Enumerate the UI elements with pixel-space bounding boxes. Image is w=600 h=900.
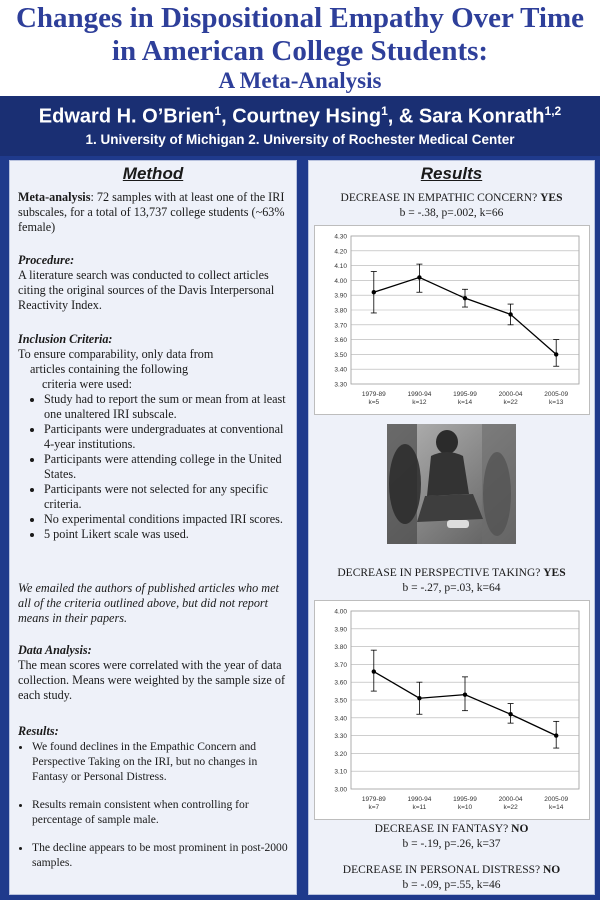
author-separator: , bbox=[221, 105, 233, 128]
author-name: Edward H. O’Brien bbox=[38, 105, 215, 128]
affiliations: 1. University of Michigan 2. University of Rochester Medical Center bbox=[85, 132, 515, 147]
x-tick-sublabel: k=5 bbox=[368, 399, 380, 406]
y-tick-label: 3.30 bbox=[334, 381, 347, 389]
x-tick-label: 2005-09 bbox=[544, 391, 569, 398]
data-point bbox=[554, 352, 558, 356]
students-photo-image bbox=[387, 424, 516, 544]
data-point bbox=[417, 275, 421, 279]
data-analysis-heading: Data Analysis: bbox=[18, 643, 92, 657]
y-tick-label: 4.00 bbox=[334, 277, 347, 285]
personal-distress-question: DECREASE IN PERSONAL DISTRESS? bbox=[342, 864, 543, 876]
list-item: • Participants were undergraduates at conventional 4-year institutions. bbox=[44, 422, 294, 452]
x-tick-label: 1995-99 bbox=[453, 391, 477, 398]
procedure-text: A literature search was conducted to collect articles citing the original sources of the Davis Interpersonal Reactivity Index. bbox=[18, 268, 275, 312]
data-point bbox=[508, 312, 512, 316]
list-item: • Study had to report the sum or mean from at least one unaltered IRI subscale. bbox=[44, 392, 294, 422]
author-affiliation-marker: 1 bbox=[381, 104, 388, 118]
method-title: Method bbox=[122, 164, 184, 183]
x-tick-sublabel: k=22 bbox=[503, 399, 518, 406]
fantasy-answer: NO bbox=[511, 823, 529, 835]
author-name: Sara Konrath bbox=[418, 105, 545, 128]
list-item: • We found declines in the Empathic Concern and Perspective Taking on the IRI, but no changes in Fantasy or Personal Distress. bbox=[32, 739, 294, 784]
x-tick-sublabel: k=12 bbox=[412, 399, 427, 406]
author-list bbox=[0, 98, 600, 130]
perspective-taking-question: DECREASE IN PERSPECTIVE TAKING? bbox=[337, 567, 544, 579]
data-analysis-section bbox=[18, 643, 294, 703]
results-summary-heading: Results: bbox=[18, 724, 59, 738]
results-title: Results bbox=[420, 164, 483, 183]
list-item: • No experimental conditions impacted IRI scores. bbox=[44, 512, 294, 527]
y-tick-label: 3.70 bbox=[334, 322, 347, 330]
y-tick-label: 3.90 bbox=[334, 292, 347, 300]
empathic-concern-heading bbox=[309, 191, 594, 205]
emailed-note: We emailed the authors of published articles who met all of the criteria outlined above, but did not report means in their papers. bbox=[18, 581, 279, 625]
y-tick-label: 3.10 bbox=[334, 768, 347, 776]
personal-distress-heading bbox=[309, 863, 594, 877]
y-tick-label: 3.60 bbox=[334, 337, 347, 345]
inclusion-intro: articles containing the following bbox=[30, 362, 189, 376]
x-tick-sublabel: k=22 bbox=[503, 804, 518, 811]
empathic-concern-stats: b = -.38, p=.002, k=66 bbox=[399, 207, 504, 219]
list-item: • Participants were attending college in the United States. bbox=[44, 452, 294, 482]
poster-title-line-3: A Meta-Analysis bbox=[218, 68, 382, 93]
x-tick-label: 1990-94 bbox=[407, 391, 432, 398]
x-tick-sublabel: k=14 bbox=[549, 804, 564, 811]
x-tick-sublabel: k=7 bbox=[368, 804, 380, 811]
fantasy-question: DECREASE IN FANTASY? bbox=[374, 823, 512, 835]
data-point bbox=[463, 692, 467, 696]
poster-title-line-2: in American College Students: bbox=[111, 35, 489, 67]
inclusion-list bbox=[18, 392, 294, 542]
x-tick-label: 2000-04 bbox=[498, 796, 523, 803]
y-tick-label: 4.20 bbox=[334, 248, 347, 256]
data-point bbox=[372, 290, 376, 294]
inclusion-intro: To ensure comparability, only data from bbox=[18, 347, 214, 361]
x-tick-label: 1979-89 bbox=[361, 391, 386, 398]
empathic-concern-chart-svg bbox=[315, 226, 589, 414]
y-tick-label: 3.40 bbox=[334, 366, 347, 374]
empathic-concern-chart bbox=[314, 225, 590, 415]
results-panel bbox=[308, 160, 595, 895]
personal-distress-answer: NO bbox=[542, 864, 561, 876]
y-tick-label: 3.60 bbox=[334, 679, 347, 687]
y-tick-label: 3.90 bbox=[334, 626, 347, 634]
data-point bbox=[417, 696, 421, 700]
list-item: • The decline appears to be most prominent in post-2000 samples. bbox=[32, 840, 294, 870]
meta-analysis-label: Meta-analysis bbox=[18, 190, 91, 204]
y-tick-label: 3.50 bbox=[334, 697, 347, 705]
x-tick-sublabel: k=11 bbox=[412, 804, 427, 811]
author-separator: , bbox=[387, 105, 399, 128]
x-tick-label: 1979-89 bbox=[361, 796, 386, 803]
poster-title-line-1: Changes in Dispositional Empathy Over Time bbox=[15, 2, 585, 34]
x-tick-sublabel: k=13 bbox=[549, 399, 564, 406]
meta-analysis-paragraph bbox=[18, 190, 294, 235]
author-and: & bbox=[398, 105, 419, 128]
perspective-taking-heading bbox=[309, 566, 594, 580]
results-list bbox=[18, 739, 294, 870]
perspective-taking-answer: YES bbox=[543, 567, 566, 579]
perspective-taking-stats: b = -.27, p=.03, k=64 bbox=[402, 582, 501, 594]
y-tick-label: 3.20 bbox=[334, 750, 347, 758]
data-analysis-text: The mean scores were correlated with the year of data collection. Means were weighted by the sample size of each study. bbox=[18, 658, 286, 702]
empathic-concern-question: DECREASE IN EMPATHIC CONCERN? bbox=[340, 192, 541, 204]
y-tick-label: 3.00 bbox=[334, 786, 347, 794]
results-summary-section bbox=[18, 724, 294, 870]
fantasy-heading bbox=[309, 822, 594, 836]
author-affiliation-marker: 1,2 bbox=[544, 104, 562, 118]
data-point bbox=[463, 296, 467, 300]
x-tick-label: 2000-04 bbox=[498, 391, 523, 398]
data-point bbox=[508, 712, 512, 716]
y-tick-label: 3.70 bbox=[334, 661, 347, 669]
list-item: • 5 point Likert scale was used. bbox=[44, 527, 294, 542]
fantasy-stats: b = -.19, p=.26, k=37 bbox=[402, 838, 501, 850]
inclusion-intro: criteria were used: bbox=[42, 377, 133, 391]
procedure-heading: Procedure: bbox=[18, 253, 75, 267]
poster-header bbox=[0, 0, 600, 96]
meta-analysis-text: : 72 samples with at least one of the IRI subscales, for a total of 13,737 college students (~63% female) bbox=[18, 190, 285, 234]
x-tick-sublabel: k=14 bbox=[457, 399, 473, 406]
students-photo bbox=[387, 424, 516, 544]
perspective-taking-chart-svg bbox=[315, 601, 589, 819]
x-tick-label: 1990-94 bbox=[407, 796, 432, 803]
x-tick-sublabel: k=10 bbox=[457, 804, 473, 811]
perspective-taking-chart bbox=[314, 600, 590, 820]
inclusion-section bbox=[18, 332, 294, 542]
y-tick-label: 3.50 bbox=[334, 351, 347, 359]
list-item: • Results remain consistent when controlling for percentage of sample male. bbox=[32, 797, 294, 827]
list-item: • Participants were not selected for any specific criteria. bbox=[44, 482, 294, 512]
x-tick-label: 1995-99 bbox=[453, 796, 477, 803]
procedure-section bbox=[18, 253, 294, 313]
x-tick-label: 2005-09 bbox=[544, 796, 569, 803]
y-tick-label: 3.40 bbox=[334, 715, 347, 723]
y-tick-label: 3.80 bbox=[334, 307, 347, 315]
author-affiliation-marker: 1 bbox=[214, 104, 222, 118]
y-tick-label: 4.00 bbox=[334, 608, 347, 616]
method-panel bbox=[9, 160, 297, 895]
personal-distress-stats: b = -.09, p=.55, k=46 bbox=[402, 879, 501, 891]
inclusion-heading: Inclusion Criteria: bbox=[18, 332, 113, 346]
author-name: Courtney Hsing bbox=[232, 105, 382, 128]
data-point bbox=[554, 733, 558, 737]
empathic-concern-answer: YES bbox=[540, 192, 563, 204]
y-tick-label: 4.30 bbox=[334, 233, 347, 241]
data-point bbox=[372, 669, 376, 673]
y-tick-label: 3.30 bbox=[334, 733, 347, 741]
y-tick-label: 4.10 bbox=[334, 263, 347, 271]
y-tick-label: 3.80 bbox=[334, 644, 347, 652]
